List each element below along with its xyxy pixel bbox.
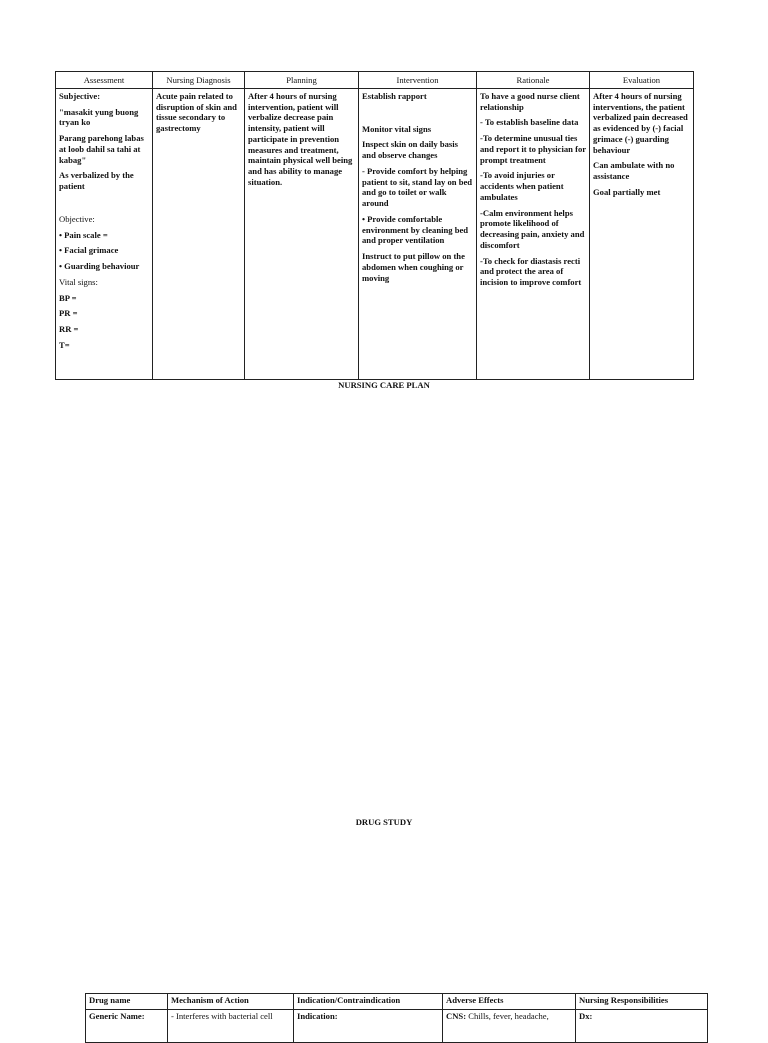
intervention-item: Establish rapport xyxy=(362,91,427,101)
ncp-header-row xyxy=(56,72,694,89)
rationale-item: - To establish baseline data xyxy=(480,117,579,128)
rationale-item: -Calm environment helps promote likelihood of decreasing pain, anxiety and discomfort xyxy=(480,207,585,250)
rationale-item: To have a good nurse client relationship xyxy=(480,91,580,112)
intervention-cell xyxy=(359,89,477,380)
nursing-care-plan-caption: NURSING CARE PLAN xyxy=(338,380,430,390)
rationale-item: -To check for diastasis recti and protect the area of incision to improve comfort xyxy=(480,255,582,288)
ds-header-drug-name: Drug name xyxy=(86,994,168,1010)
vital-sign-pr: PR = xyxy=(59,308,78,319)
ncp-body-row xyxy=(56,89,694,380)
rationale-item: -To determine unusual ties and report it to physician for prompt treatment xyxy=(480,133,586,165)
drug-study-table xyxy=(85,993,708,1043)
ncp-header-rationale: Rationale xyxy=(477,72,590,89)
nursing-diagnosis-text: Acute pain related to disruption of skin and tissue secondary to gastrectomy xyxy=(156,91,237,134)
ds-header-indication: Indication/Contraindication xyxy=(294,994,443,1010)
objective-item: • Pain scale = xyxy=(59,229,108,240)
verbalized-note: As verbalized by the patient xyxy=(59,170,134,192)
subjective-quote-continued: Parang parehong labas at loob dahil sa tahi at kabag" xyxy=(59,133,144,165)
intervention-item: • Provide comfortable environment by cleaning bed and proper ventilation xyxy=(362,213,469,246)
planning-cell xyxy=(245,89,359,380)
ds-adverse-effects-cell xyxy=(443,1010,576,1043)
vital-sign-temp: T= xyxy=(59,339,70,350)
intervention-item: Monitor vital signs xyxy=(362,123,432,134)
rationale-cell xyxy=(477,89,590,380)
vital-sign-rr: RR = xyxy=(59,324,79,335)
intervention-item: Instruct to put pillow on the abdomen when coughing or moving xyxy=(362,251,465,283)
intervention-item: Inspect skin on daily basis and observe changes xyxy=(362,139,458,161)
drug-study-title: DRUG STUDY xyxy=(355,817,413,827)
ncp-header-evaluation: Evaluation xyxy=(590,72,694,89)
ds-indication-cell: Indication: xyxy=(294,1010,443,1043)
subjective-label: Subjective: xyxy=(59,91,101,101)
evaluation-item: Can ambulate with no assistance xyxy=(593,160,675,182)
evaluation-cell xyxy=(590,89,694,380)
ds-mechanism-cell: - Interferes with bacterial cell xyxy=(168,1010,294,1043)
rationale-item: -To avoid injuries or accidents when patient ambulates xyxy=(480,170,564,202)
evaluation-item: After 4 hours of nursing interventions, the patient verbalized pain decreased as evidenced by (-) facial grimace (-) guarding behaviour xyxy=(593,91,688,155)
drug-study-header-row xyxy=(86,994,708,1010)
ds-header-adverse-effects: Adverse Effects xyxy=(443,994,576,1010)
intervention-item: - Provide comfort by helping patient to sit, stand lay on bed and go to toilet or walk around xyxy=(362,165,473,209)
ncp-header-planning: Planning xyxy=(245,72,359,89)
ds-header-mechanism: Mechanism of Action xyxy=(168,994,294,1010)
nursing-care-plan-table xyxy=(55,71,694,380)
ds-adverse-text: Chills, fever, headache, xyxy=(468,1011,549,1021)
objective-item: • Facial grimace xyxy=(59,245,119,256)
nursing-diagnosis-cell xyxy=(153,89,245,380)
vital-signs-label: Vital signs: xyxy=(59,276,98,287)
objective-item: • Guarding behaviour xyxy=(59,261,140,272)
drug-study-row xyxy=(86,1010,708,1043)
planning-text: After 4 hours of nursing intervention, patient will verbalize decrease pain intensity, patient will participate in prevention measures and treatment, maintain physical well being and has ability to manage situation. xyxy=(248,91,353,187)
subjective-quote: "masakit yung buong tryan ko xyxy=(59,106,139,128)
evaluation-item: Goal partially met xyxy=(593,186,661,197)
ds-header-nursing-responsibilities: Nursing Responsibilities xyxy=(576,994,708,1010)
ds-generic-name-cell: Generic Name: xyxy=(86,1010,168,1043)
assessment-cell xyxy=(56,89,153,380)
ds-responsibilities-cell: Dx: xyxy=(576,1010,708,1043)
ncp-header-nursing-diagnosis: Nursing Diagnosis xyxy=(153,72,245,89)
vital-sign-bp: BP = xyxy=(59,292,77,303)
ncp-header-intervention: Intervention xyxy=(359,72,477,89)
objective-label: Objective: xyxy=(59,213,95,224)
ncp-header-assessment: Assessment xyxy=(56,72,153,89)
ds-cns-label: CNS: xyxy=(446,1011,467,1021)
